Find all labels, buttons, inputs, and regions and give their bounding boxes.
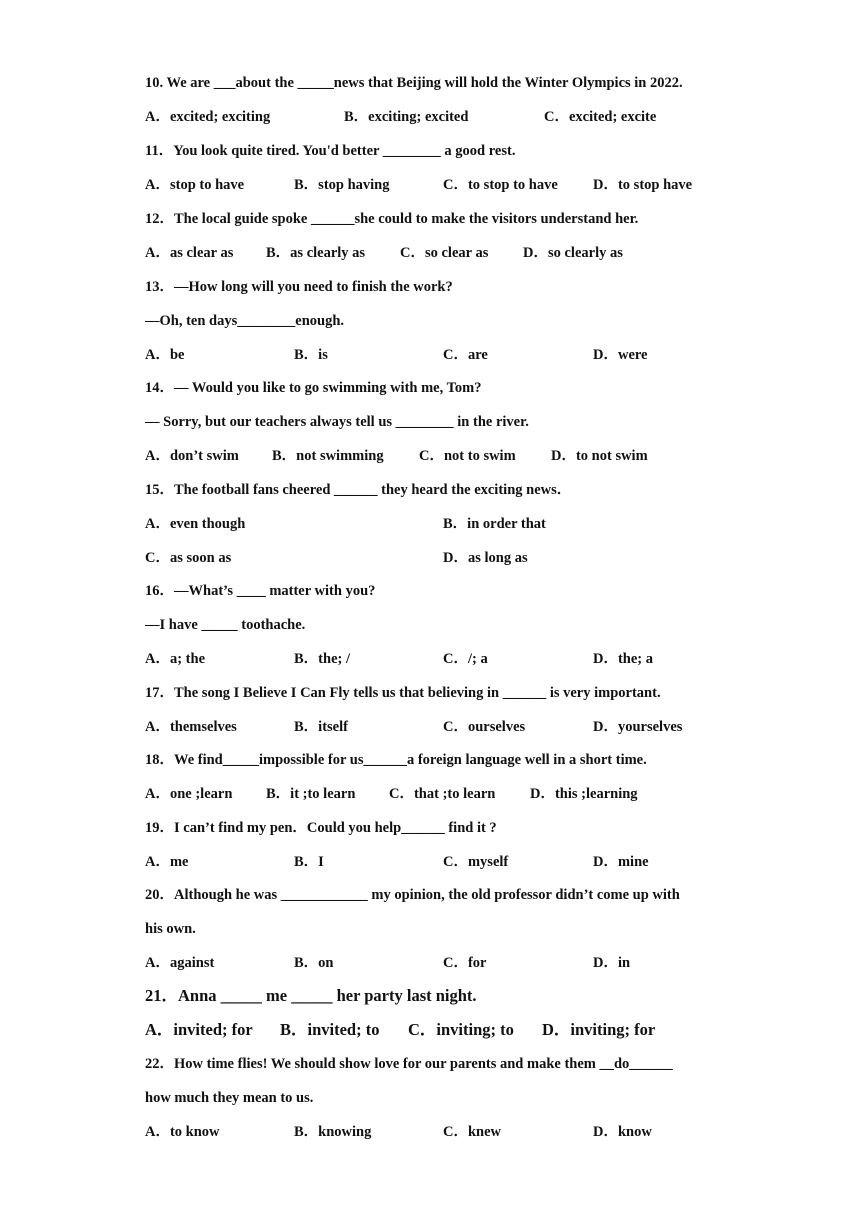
question-15-stem bbox=[145, 481, 820, 499]
question-13-stem-line-2: —Oh, ten days________enough. bbox=[145, 313, 345, 329]
option-d: D．in bbox=[593, 955, 631, 971]
option-a: A．excited; exciting bbox=[145, 109, 271, 125]
option-b: B．it ;to learn bbox=[266, 786, 356, 802]
option-c: C．as soon as bbox=[145, 550, 232, 566]
question-number: 17 bbox=[145, 685, 160, 701]
question-text: ．—What’s ____ matter with you? bbox=[159, 583, 376, 599]
option-b: B．as clearly as bbox=[266, 245, 366, 261]
option-b: B．not swimming bbox=[272, 448, 384, 464]
option-c: C．excited; excite bbox=[544, 109, 657, 125]
option-b: B．I bbox=[294, 854, 324, 870]
option-c: C．not to swim bbox=[419, 448, 516, 464]
option-b: B．stop having bbox=[294, 177, 390, 193]
option-d: D．to not swim bbox=[551, 448, 648, 464]
question-text: ．You look quite tired. You'd better ________ a good rest. bbox=[158, 143, 516, 159]
question-14-stem-line-2: — Sorry, but our teachers always tell us ________ in the river. bbox=[145, 414, 529, 430]
option-b: B．is bbox=[294, 347, 328, 363]
question-16-stem bbox=[145, 582, 820, 600]
option-d: D．the; a bbox=[593, 651, 654, 667]
question-text: ．The local guide spoke ______she could to make the visitors understand her. bbox=[159, 211, 639, 227]
option-d: D．were bbox=[593, 347, 648, 363]
question-20-stem bbox=[145, 886, 820, 904]
question-22-stem-line-2: how much they mean to us. bbox=[145, 1090, 314, 1106]
option-c: C．to stop to have bbox=[443, 177, 558, 193]
question-number: 22 bbox=[145, 1056, 160, 1072]
question-text: . We are ___about the _____news that Beijing will hold the Winter Olympics in 2022. bbox=[159, 75, 683, 91]
option-b: B．the; / bbox=[294, 651, 350, 667]
option-a: A．invited; for bbox=[145, 1020, 253, 1039]
option-c: C．so clear as bbox=[400, 245, 489, 261]
option-c: C．knew bbox=[443, 1124, 502, 1140]
question-number: 19 bbox=[145, 820, 160, 836]
question-number: 20 bbox=[145, 887, 160, 903]
option-a: A．a; the bbox=[145, 651, 206, 667]
question-21-stem bbox=[145, 987, 820, 1005]
option-c: C．/; a bbox=[443, 651, 488, 667]
question-17-stem bbox=[145, 684, 820, 702]
question-19-stem bbox=[145, 819, 820, 837]
option-d: D．know bbox=[593, 1124, 652, 1140]
question-number: 18 bbox=[145, 752, 160, 768]
question-text: ．Although he was ____________ my opinion, the old professor didn’t come up with bbox=[159, 887, 680, 903]
question-13-stem bbox=[145, 278, 820, 296]
option-d: D．as long as bbox=[443, 550, 528, 566]
option-c: C．for bbox=[443, 955, 487, 971]
option-d: D．yourselves bbox=[593, 719, 683, 735]
option-b: B．in order that bbox=[443, 516, 546, 532]
question-text: ．—How long will you need to finish the work? bbox=[159, 279, 453, 295]
option-a: A．as clear as bbox=[145, 245, 234, 261]
question-text: ．The song I Believe I Can Fly tells us that believing in ______ is very important. bbox=[159, 685, 661, 701]
question-text: ．We find_____impossible for us______a foreign language well in a short time. bbox=[159, 752, 647, 768]
question-text: ．I can’t find my pen．Could you help______ find it ? bbox=[159, 820, 497, 836]
question-10-stem bbox=[145, 74, 820, 92]
option-c: C．that ;to learn bbox=[389, 786, 496, 802]
question-text: ．How time flies! We should show love for our parents and make them __do______ bbox=[159, 1056, 673, 1072]
option-a: A．be bbox=[145, 347, 185, 363]
option-d: D．so clearly as bbox=[523, 245, 623, 261]
option-a: A．me bbox=[145, 854, 189, 870]
option-a: A．one ;learn bbox=[145, 786, 233, 802]
question-text: ．Anna _____ me _____ her party last night. bbox=[161, 986, 477, 1005]
option-c: C．inviting; to bbox=[408, 1020, 514, 1039]
question-number: 10 bbox=[145, 75, 160, 91]
question-14-stem bbox=[145, 379, 820, 397]
option-a: A．to know bbox=[145, 1124, 220, 1140]
option-a: A．themselves bbox=[145, 719, 237, 735]
question-18-stem bbox=[145, 751, 820, 769]
question-number: 11 bbox=[145, 143, 159, 159]
question-22-stem bbox=[145, 1055, 820, 1073]
option-a: A．against bbox=[145, 955, 215, 971]
question-12-stem bbox=[145, 210, 820, 228]
option-b: B．exciting; excited bbox=[344, 109, 469, 125]
option-b: B．on bbox=[294, 955, 334, 971]
option-a: A．don’t swim bbox=[145, 448, 239, 464]
question-number: 15 bbox=[145, 482, 160, 498]
question-number: 12 bbox=[145, 211, 160, 227]
question-11-stem bbox=[145, 142, 820, 160]
question-20-stem-line-2: his own. bbox=[145, 921, 196, 937]
question-text: ．— Would you like to go swimming with me, Tom? bbox=[159, 380, 482, 396]
option-c: C．are bbox=[443, 347, 488, 363]
question-number: 13 bbox=[145, 279, 160, 295]
question-number: 14 bbox=[145, 380, 160, 396]
option-d: D．mine bbox=[593, 854, 649, 870]
option-b: B．invited; to bbox=[280, 1020, 380, 1039]
option-b: B．knowing bbox=[294, 1124, 372, 1140]
option-c: C．myself bbox=[443, 854, 509, 870]
option-a: A．stop to have bbox=[145, 177, 245, 193]
question-text: ．The football fans cheered ______ they heard the exciting news． bbox=[159, 482, 572, 498]
question-16-stem-line-2: —I have _____ toothache. bbox=[145, 617, 306, 633]
question-number: 16 bbox=[145, 583, 160, 599]
option-b: B．itself bbox=[294, 719, 348, 735]
option-a: A．even though bbox=[145, 516, 246, 532]
option-d: D．to stop have bbox=[593, 177, 693, 193]
option-d: D．this ;learning bbox=[530, 786, 638, 802]
option-c: C．ourselves bbox=[443, 719, 526, 735]
option-d: D．inviting; for bbox=[542, 1020, 656, 1039]
question-number: 21 bbox=[145, 986, 162, 1005]
